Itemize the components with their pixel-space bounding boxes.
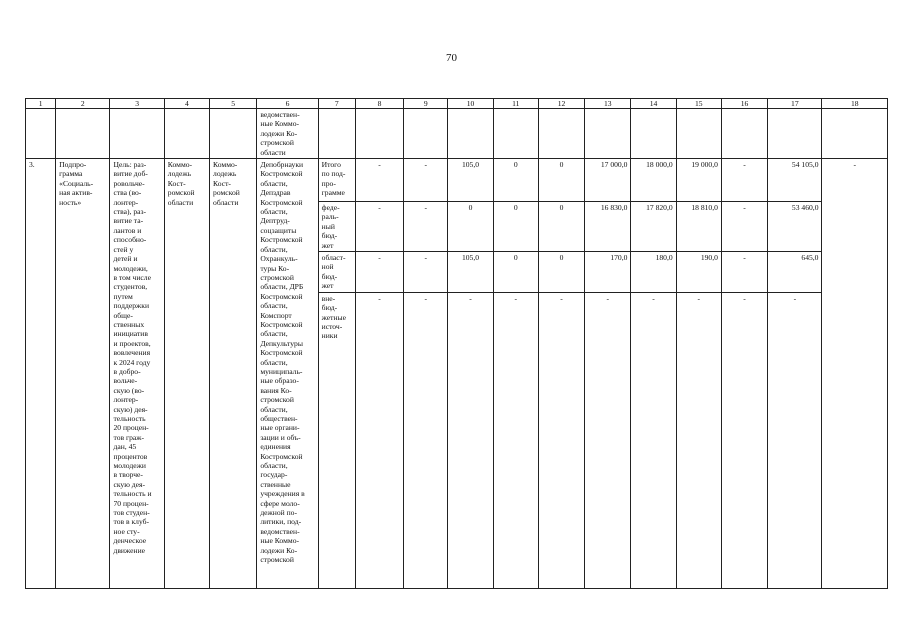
header-row: [26, 99, 888, 109]
value-cell: 105,0: [448, 159, 493, 202]
header-cell: 5: [210, 99, 257, 109]
value-cell: -: [585, 292, 631, 588]
header-cell: 18: [822, 99, 888, 109]
value-cell: -: [721, 159, 767, 202]
header-cell: 7: [318, 99, 355, 109]
value-cell: -: [448, 292, 493, 588]
coordinator: Коммо- лодежь Кост- ромской области: [164, 159, 209, 589]
subprogram-goal: Цель: раз- витие доб- ровольче- ства (во- лонтер- ства), раз- витие та- лантов и способно- стей у детей и молодежи, в том числе студентов, путем поддержки обще- ственных инициатив и проектов, вовлечения к 2024 году в добро- вольче- скую (во- лонтер- скую) дея- тельность 20 процен- тов граж- дан, 45 процентов молодежи в творче- скую дея- тельность и 70 процен- тов студен- тов в клуб- ное сту- денческое движение: [110, 159, 164, 589]
value-cell: 105,0: [448, 252, 493, 293]
value-cell: 17 000,0: [585, 159, 631, 202]
value-cell: -: [822, 159, 888, 589]
table-row: [26, 159, 888, 202]
value-cell: -: [404, 202, 448, 252]
continuation-row: [26, 109, 888, 159]
value-cell: -: [631, 292, 676, 588]
value-cell: -: [355, 202, 403, 252]
header-cell: 14: [631, 99, 676, 109]
value-cell: 0: [538, 252, 584, 293]
value-cell: 53 460,0: [768, 202, 822, 252]
header-cell: 13: [585, 99, 631, 109]
funding-source: Итого по под- про- грамме: [318, 159, 355, 202]
page-number: 70: [446, 52, 457, 64]
value-cell: 18 810,0: [676, 202, 721, 252]
header-cell: 16: [721, 99, 767, 109]
subprogram-name: Подпро- грамма «Социаль- ная актив- ность»: [56, 159, 110, 589]
funding-source: област- ной бюд- жет: [318, 252, 355, 293]
value-cell: 0: [493, 252, 538, 293]
header-cell: 17: [768, 99, 822, 109]
value-cell: 0: [493, 159, 538, 202]
value-cell: 0: [493, 202, 538, 252]
value-cell: 180,0: [631, 252, 676, 293]
value-cell: 19 000,0: [676, 159, 721, 202]
value-cell: 18 000,0: [631, 159, 676, 202]
header-cell: 10: [448, 99, 493, 109]
value-cell: -: [538, 292, 584, 588]
header-cell: 9: [404, 99, 448, 109]
header-cell: 2: [56, 99, 110, 109]
value-cell: -: [355, 159, 403, 202]
value-cell: -: [721, 292, 767, 588]
value-cell: 54 105,0: [768, 159, 822, 202]
funding-source: феде- раль- ный бюд- жет: [318, 202, 355, 252]
funding-source: вне- бюд- жетные источ- ники: [318, 292, 355, 588]
continuation-executors: ведомствен- ные Коммо- лодежи Ко- стромской области: [257, 109, 318, 159]
header-cell: 1: [26, 99, 56, 109]
value-cell: -: [721, 252, 767, 293]
value-cell: -: [768, 292, 822, 588]
value-cell: 190,0: [676, 252, 721, 293]
row-number: 3.: [26, 159, 56, 589]
co-executors: Депобрнауки Костромской области, Депздрав Костромской области, Дептруд- соцзащиты Костромской области, Охранкуль- туры Ко- стромской области, ДРБ Костромской области, Комспорт Костромской области, Депкультуры Костромской области, муниципаль- ные образо- вания Ко- стромской области, обществен- ные органи- зации и объ- единения Костромской области, государ- ственные учреждения в сфере моло- дежной по- литики, под- ведомствен- ные Коммо- лодежи Ко- стромской: [257, 159, 318, 589]
responsible-executor: Коммо- лодежь Кост- ромской области: [210, 159, 257, 589]
value-cell: -: [355, 252, 403, 293]
value-cell: 0: [448, 202, 493, 252]
value-cell: 0: [538, 159, 584, 202]
value-cell: 645,0: [768, 252, 822, 293]
value-cell: -: [404, 252, 448, 293]
header-cell: 4: [164, 99, 209, 109]
value-cell: 0: [538, 202, 584, 252]
header-cell: 12: [538, 99, 584, 109]
header-cell: 11: [493, 99, 538, 109]
value-cell: 170,0: [585, 252, 631, 293]
header-cell: 6: [257, 99, 318, 109]
header-cell: 8: [355, 99, 403, 109]
value-cell: -: [404, 292, 448, 588]
value-cell: -: [404, 159, 448, 202]
value-cell: -: [676, 292, 721, 588]
value-cell: 16 830,0: [585, 202, 631, 252]
value-cell: -: [721, 202, 767, 252]
budget-table: [25, 98, 888, 589]
header-cell: 3: [110, 99, 164, 109]
header-cell: 15: [676, 99, 721, 109]
value-cell: 17 820,0: [631, 202, 676, 252]
value-cell: -: [493, 292, 538, 588]
value-cell: -: [355, 292, 403, 588]
